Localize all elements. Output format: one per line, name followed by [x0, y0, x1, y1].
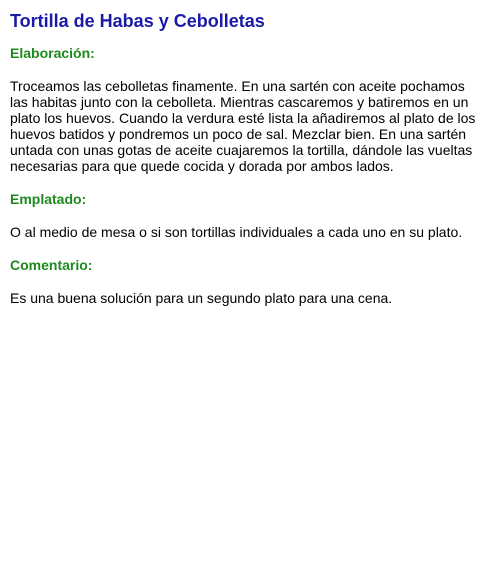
- section-body-emplatado: O al medio de mesa o si son tortillas individuales a cada uno en su plato.: [10, 224, 463, 240]
- section-comentario: [10, 256, 479, 306]
- section-body-comentario: Es una buena solución para un segundo plato para una cena.: [10, 290, 393, 306]
- recipe-page: [10, 10, 479, 306]
- section-heading-elaboracion: Elaboración:: [10, 45, 95, 61]
- section-heading-emplatado: Emplatado:: [10, 191, 87, 207]
- section-elaboracion: [10, 44, 479, 174]
- section-body-elaboracion: Troceamos las cebolletas finamente. En una sartén con aceite pochamos las habitas junto con la cebolleta. Mientras cascaremos y batiremos en un plato los huevos. Cuando la verdura esté lista la añadiremos al plato de los huevos batidos y pondremos un poco de sal. Mezclar bien. En una sartén untada con unas gotas de aceite cuajaremos la tortilla, dándole las vueltas necesarias para que quede cocida y dorada por ambos lados.: [10, 78, 476, 174]
- section-heading-comentario: Comentario:: [10, 257, 93, 273]
- section-emplatado: [10, 190, 479, 240]
- recipe-title: Tortilla de Habas y Cebolletas: [10, 11, 265, 31]
